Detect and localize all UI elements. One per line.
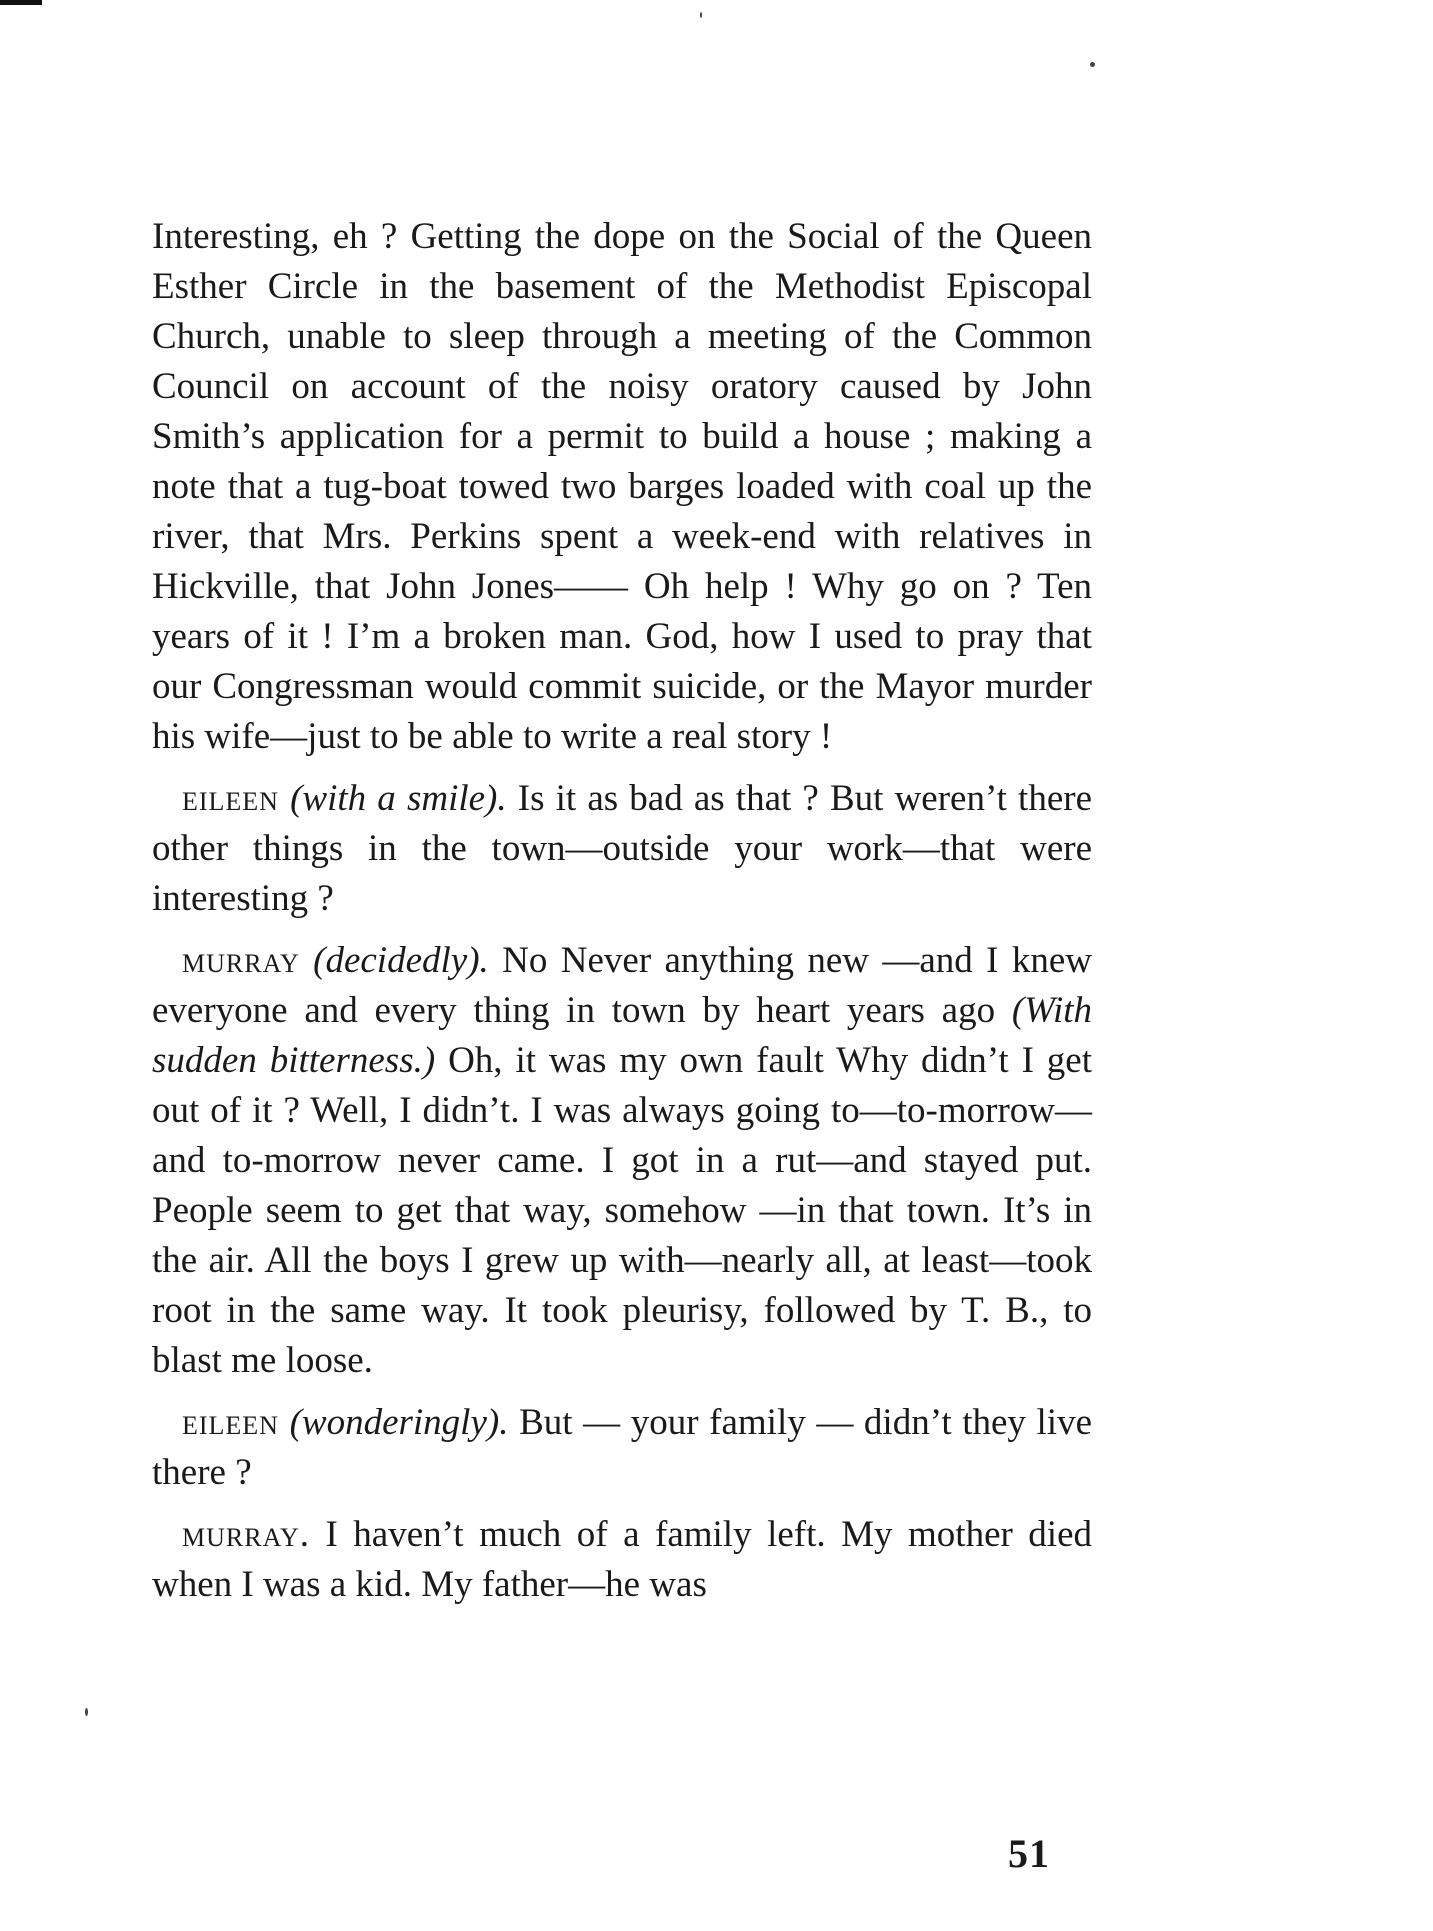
speaker-name: eileen bbox=[182, 1402, 279, 1443]
scan-edge-mark bbox=[0, 0, 42, 5]
dust-speck bbox=[1090, 62, 1095, 67]
dust-speck bbox=[700, 12, 702, 18]
speech-text: Oh, it was my own fault Why didn’t I get out of it ? Well, I didn’t. I was always going to—to-morrow—and to-morrow never came. I got in a rut—and stayed put. People seem to get that way, somehow —in that town. It’s in the air. All the boys I grew up with—nearly all, at least—took root in the same way. It took pleurisy, followed by T. B., to blast me loose. bbox=[152, 1040, 1092, 1381]
speaker-name: eileen bbox=[182, 778, 279, 819]
stage-direction: (decidedly). bbox=[313, 940, 489, 981]
stage-direction: (with a smile). bbox=[290, 778, 507, 819]
speech-murray-2 bbox=[152, 1510, 1092, 1610]
speech-text: Is it as bad as that ? But weren’t there other things in the town—outside your work—that were interesting ? bbox=[152, 778, 1092, 919]
speech-text: No Never anything new —and I knew everyone and every thing in town by heart years ago bbox=[152, 940, 1092, 1031]
speech-murray-1 bbox=[152, 936, 1092, 1386]
speech-text: I haven’t much of a family left. My mother died when I was a kid. My father—he was bbox=[152, 1514, 1093, 1605]
page-body bbox=[152, 212, 1092, 1610]
paragraph-continuation bbox=[152, 212, 1092, 762]
dust-speck bbox=[85, 1708, 88, 1716]
speech-text: But — your family — didn’t they live there ? bbox=[152, 1402, 1093, 1493]
speech-eileen-1 bbox=[152, 774, 1092, 924]
page-number: 51 bbox=[1008, 1831, 1050, 1876]
speech-eileen-2 bbox=[152, 1398, 1092, 1498]
speaker-name: murray bbox=[182, 940, 300, 981]
speaker-name: murray. bbox=[182, 1514, 310, 1555]
paragraph-text: Interesting, eh ? Getting the dope on the Social of the Queen Esther Circle in the basement of the Methodist Episcopal Church, unable to sleep through a meeting of the Common Council on account of the noisy oratory caused by John Smith’s application for a permit to build a house ; making a note that a tug-boat towed two barges loaded with coal up the river, that Mrs. Perkins spent a week-end with relatives in Hickville, that John Jones—— Oh help ! Why go on ? Ten years of it ! I’m a broken man. God, how I used to pray that our Congressman would commit suicide, or the Mayor murder his wife—just to be able to write a real story ! bbox=[152, 216, 1092, 757]
inline-stage-direction: (With sudden bitterness.) bbox=[152, 990, 1093, 1081]
stage-direction: (wonderingly). bbox=[289, 1402, 509, 1443]
